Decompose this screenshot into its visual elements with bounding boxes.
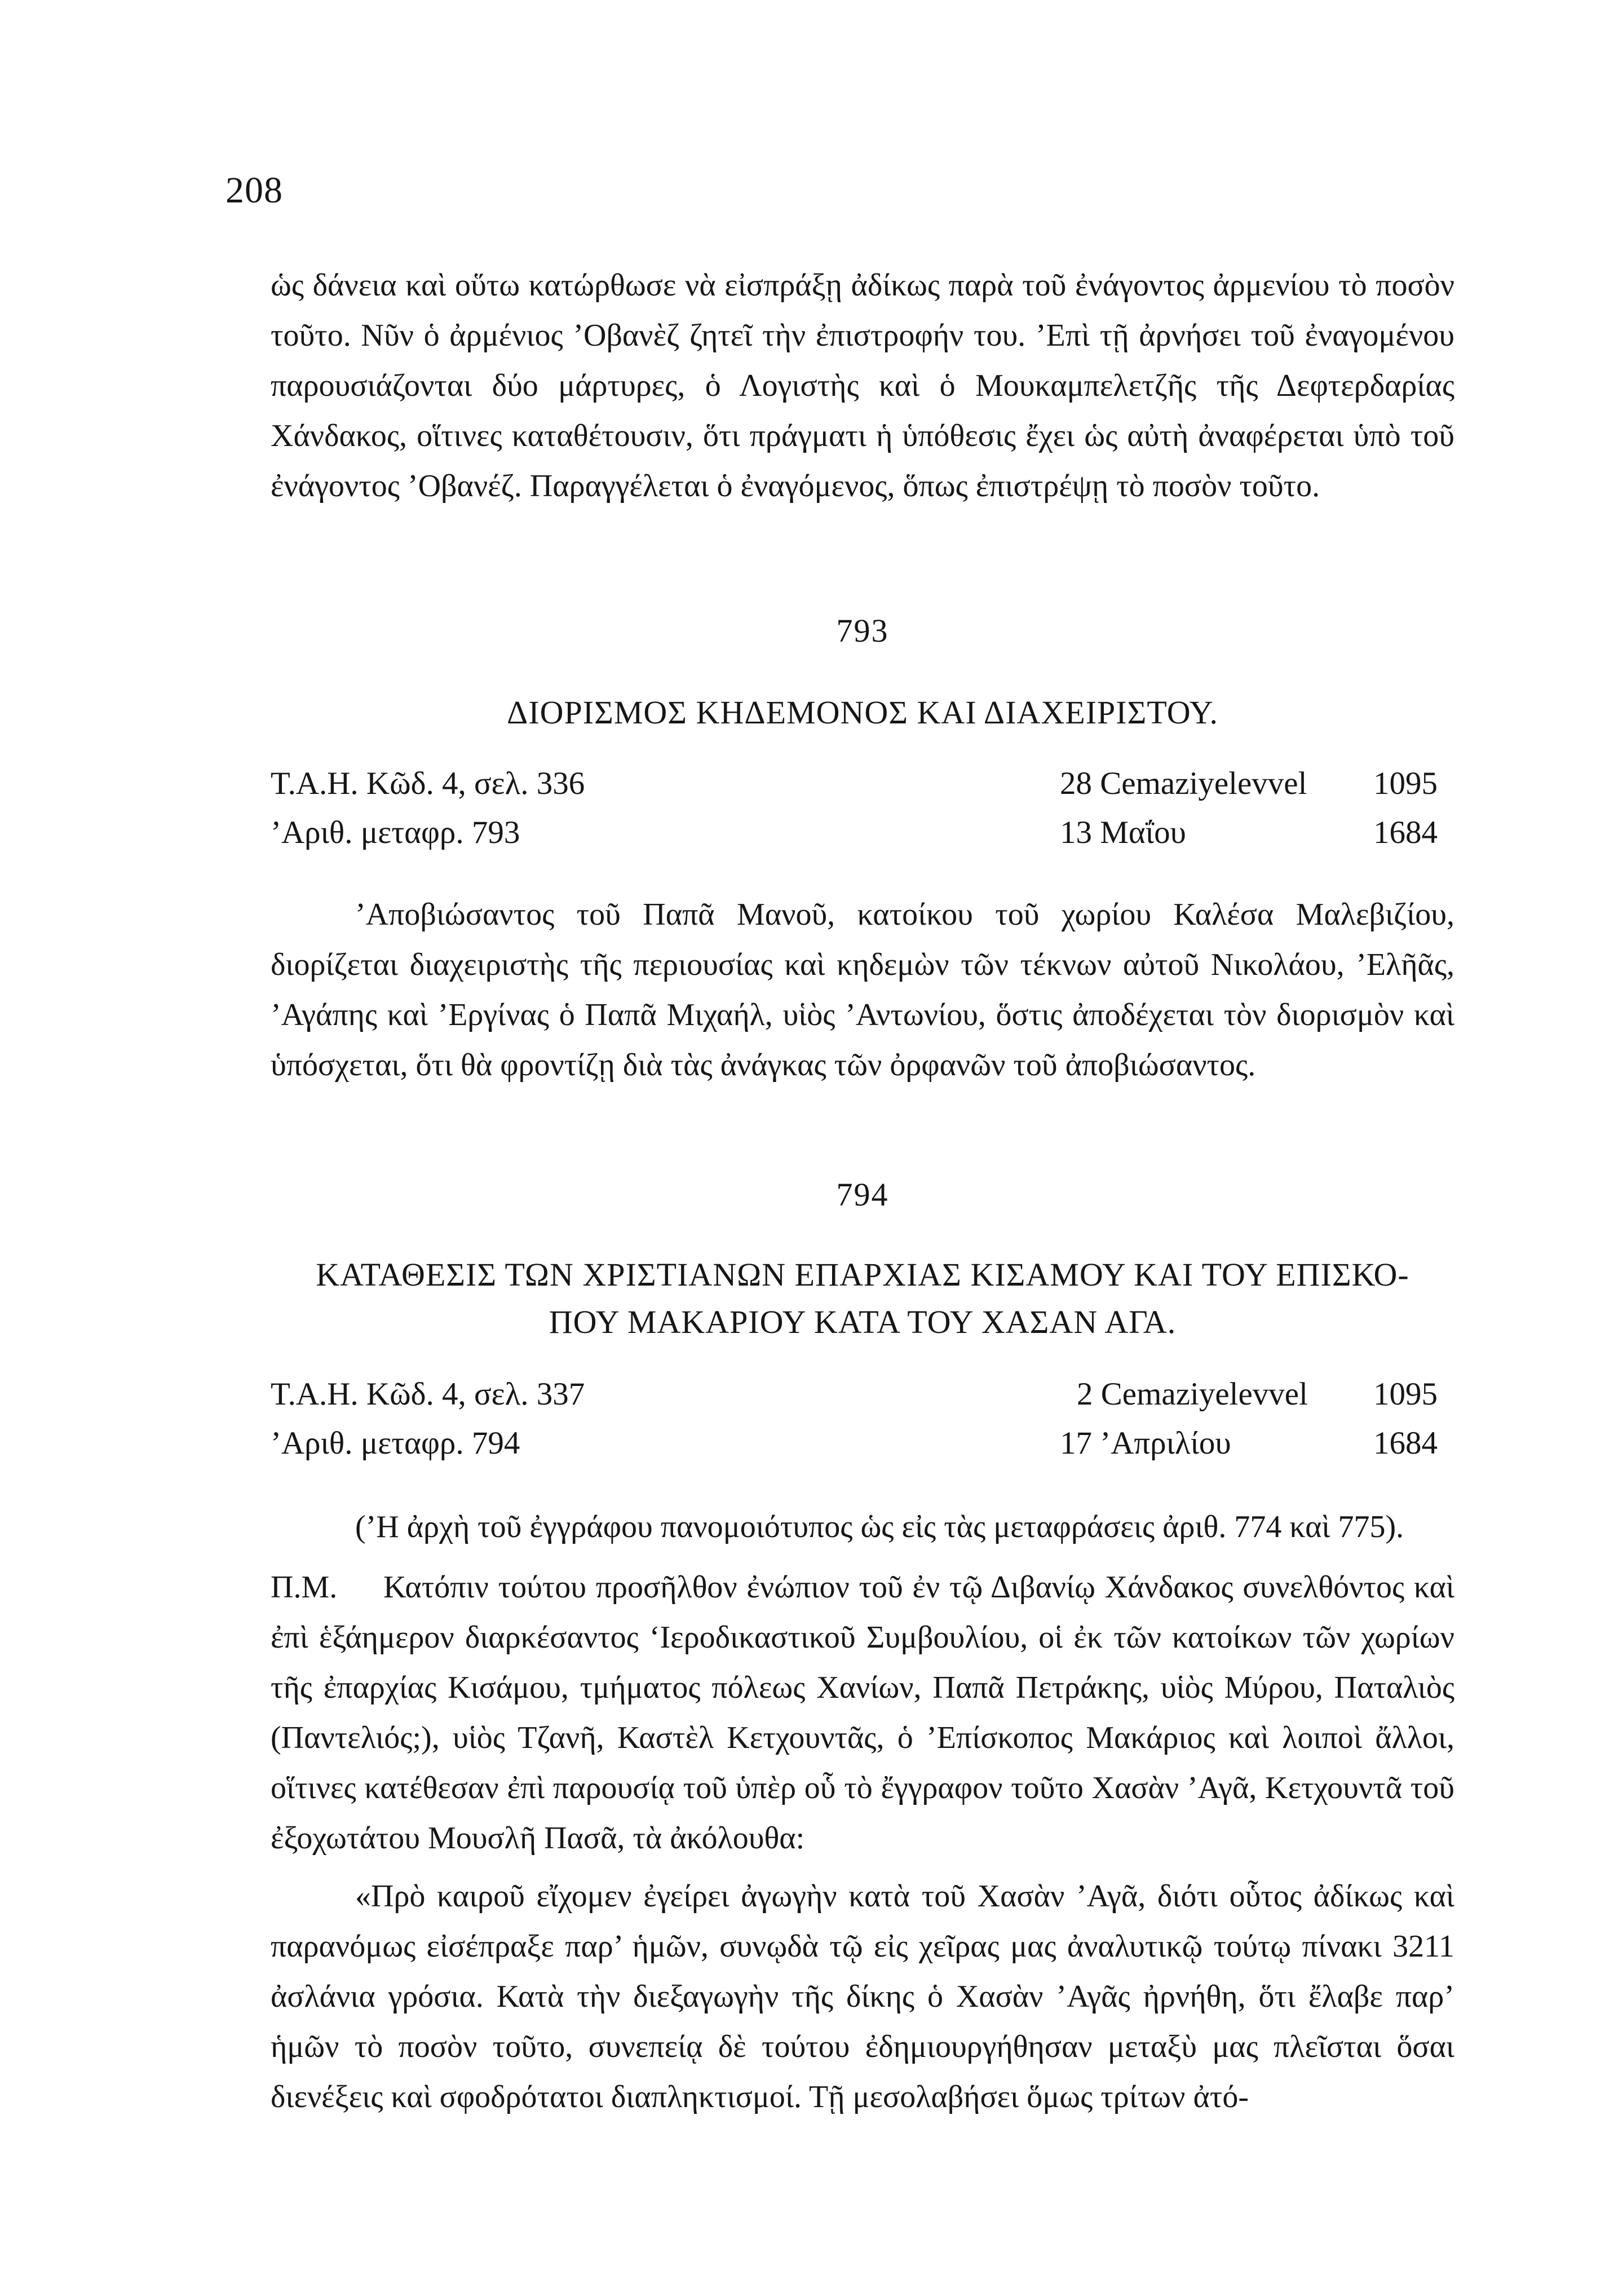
editorial-note: (’Η ἀρχὴ τοῦ ἐγγράφου πανομοιότυπος ὡς εἰς τὰς μεταφράσεις ἀριθ. 774 καὶ 775). [355,1509,1404,1544]
page-number: 208 [226,170,283,211]
hijri-date: 28 Cemaziyelevvel [1060,766,1307,801]
entry-title-794 [248,1251,1477,1346]
intro-paragraph: ὡς δάνεια καὶ οὕτω κατώρθωσε νὰ εἰσπράξῃ ἀδίκως παρὰ τοῦ ἐνάγοντος ἀρμενίου τὸ ποσὸν τοῦτο. Νῦν ὁ ἀρμένιος ’Οβανὲζ ζητεῖ τὴν ἐπιστροφήν του. ’Επὶ τῇ ἀρνήσει τοῦ ἐναγομένου παρουσιάζονται δύο μάρτυρες, ὁ Λογιστὴς καὶ ὁ Μουκαμπελετζῆς τῆς Δεφτερδαρίας Χάνδακος, οἵτινες καταθέτουσιν, ὅτι πράγματι ἡ ὑπόθεσις ἔχει ὡς αὐτὴ ἀναφέρεται ὑπὸ τοῦ ἐνάγοντος ’Οβανέζ. Παραγγέλεται ὁ ἐναγόμενος, ὅπως ἐπιστρέψῃ τὸ ποσὸν τοῦτο. [271,268,1454,504]
entry-number-793: 793 [836,612,889,649]
reference-row-794 [271,1376,1454,1421]
gregorian-date: 17 ’Απριλίου [1060,1425,1231,1461]
archive-reference: Τ.Α.Η. Κῶδ. 4, σελ. 337 [271,1376,585,1412]
paragraph: ’Αποβιώσαντος τοῦ Παπᾶ Μανοῦ, κατοίκου τοῦ χωρίου Καλέσα Μαλεβιζίου, διορίζεται διαχειριστὴς τῆς περιουσίας καὶ κηδεμὼν τῶν τέκνων αὐτοῦ Νικολάου, ’Ελῆᾶς, ’Αγάπης καὶ ’Εργίνας ὁ Παπᾶ Μιχαήλ, υἱὸς ’Αντωνίου, ὅστις ἀποδέχεται τὸν διορισμὸν καὶ ὑπόσχεται, ὅτι θὰ φροντίζῃ διὰ τὰς ἀνάγκας τῶν ὀρφανῶν τοῦ ἀποβιώσαντος. [271,897,1454,1083]
archive-reference: Τ.Α.Η. Κῶδ. 4, σελ. 336 [271,766,585,801]
gregorian-year: 1684 [1373,815,1438,850]
pm-paragraph [271,1562,1454,1864]
title-line: ΚΑΤΑΘΕΣΙΣ ΤΩΝ ΧΡΙΣΤΙΑΝΩΝ ΕΠΑΡΧΙΑΣ ΚΙΣΑΜΟΥ ΚΑΙ ΤΟΥ ΕΠΙΣΚΟ- [316,1256,1409,1293]
entry-title-793: ΔΙΟΡΙΣΜΟΣ ΚΗΔΕΜΟΝΟΣ ΚΑΙ ΔΙΑΧΕΙΡΙΣΤΟΥ. [507,694,1218,731]
translation-row-793 [271,814,1454,859]
entry-body-793 [271,890,1454,1090]
quote-paragraph: «Πρὸ καιροῦ εἴχομεν ἐγείρει ἀγωγὴν κατὰ τοῦ Χασὰν ’Αγᾶ, διότι οὗτος ἀδίκως καὶ παρανόμως εἰσέπραξε παρ’ ἡμῶν, συνῳδὰ τῷ εἰς χεῖρας μας ἀναλυτικῷ τούτῳ πίνακι 3211 ἀσλάνια γρόσια. Κατὰ τὴν διεξαγωγὴν τῆς δίκης ὁ Χασὰν ’Αγᾶς ἠρνήθη, ὅτι ἔλαβε παρ’ ἡμῶν τὸ ποσὸν τοῦτο, συνεπείᾳ δὲ τούτου ἐδημιουργήθησαν μεταξὺ μας πλεῖσται ὅσαι διενέξεις καὶ σφοδρότατοι διαπληκτισμοί. Τῇ μεσολαβήσει ὅμως τρίτων ἀτό- [271,1879,1454,2114]
hijri-year: 1095 [1373,1376,1438,1412]
entry-number-794: 794 [836,1176,889,1213]
hijri-year: 1095 [1373,766,1438,801]
gregorian-year: 1684 [1373,1425,1438,1461]
pm-label: Π.Μ. [271,1570,338,1605]
pm-text: Κατόπιν τούτου προσῆλθον ἐνώπιον τοῦ ἐν τῷ Διβανίῳ Χάνδακος συνελθόντος καὶ ἐπὶ ἑξάημερον διαρκέσαντος ‘Ιεροδικαστικοῦ Συμβουλίου, οἱ ἐκ τῶν κατοίκων τῶν χωρίων τῆς ἐπαρχίας Κισάμου, τμήματος πόλεως Χανίων, Παπᾶ Πετράκης, υἱὸς Μύρου, Παταλιὸς (Παντελιός;), υἱὸς Τζανῆ, Καστὲλ Κετχουντᾶς, ὁ ’Επίσκοπος Μακάριος καὶ λοιποὶ ἄλλοι, οἵτινες κατέθεσαν ἐπὶ παρουσίᾳ τοῦ ὑπὲρ οὗ τὸ ἔγγραφον τοῦτο Χασὰν ’Αγᾶ, Κετχουντᾶ τοῦ ἐξοχωτάτου Μουσλῆ Πασᾶ, τὰ ἀκόλουθα: [271,1570,1454,1856]
gregorian-date: 13 Μαΐου [1060,815,1186,850]
entry-body-794 [271,1502,1454,2122]
hijri-date: 2 Cemaziyelevvel [1077,1376,1308,1412]
translation-row-794 [271,1425,1454,1470]
title-line: ΠΟΥ ΜΑΚΑΡΙΟΥ ΚΑΤΑ ΤΟΥ ΧΑΣΑΝ ΑΓΑ. [549,1304,1177,1340]
reference-row-793 [271,765,1454,810]
translation-number: ’Αριθ. μεταφρ. 794 [271,1425,520,1461]
translation-number: ’Αριθ. μεταφρ. 793 [271,815,520,850]
